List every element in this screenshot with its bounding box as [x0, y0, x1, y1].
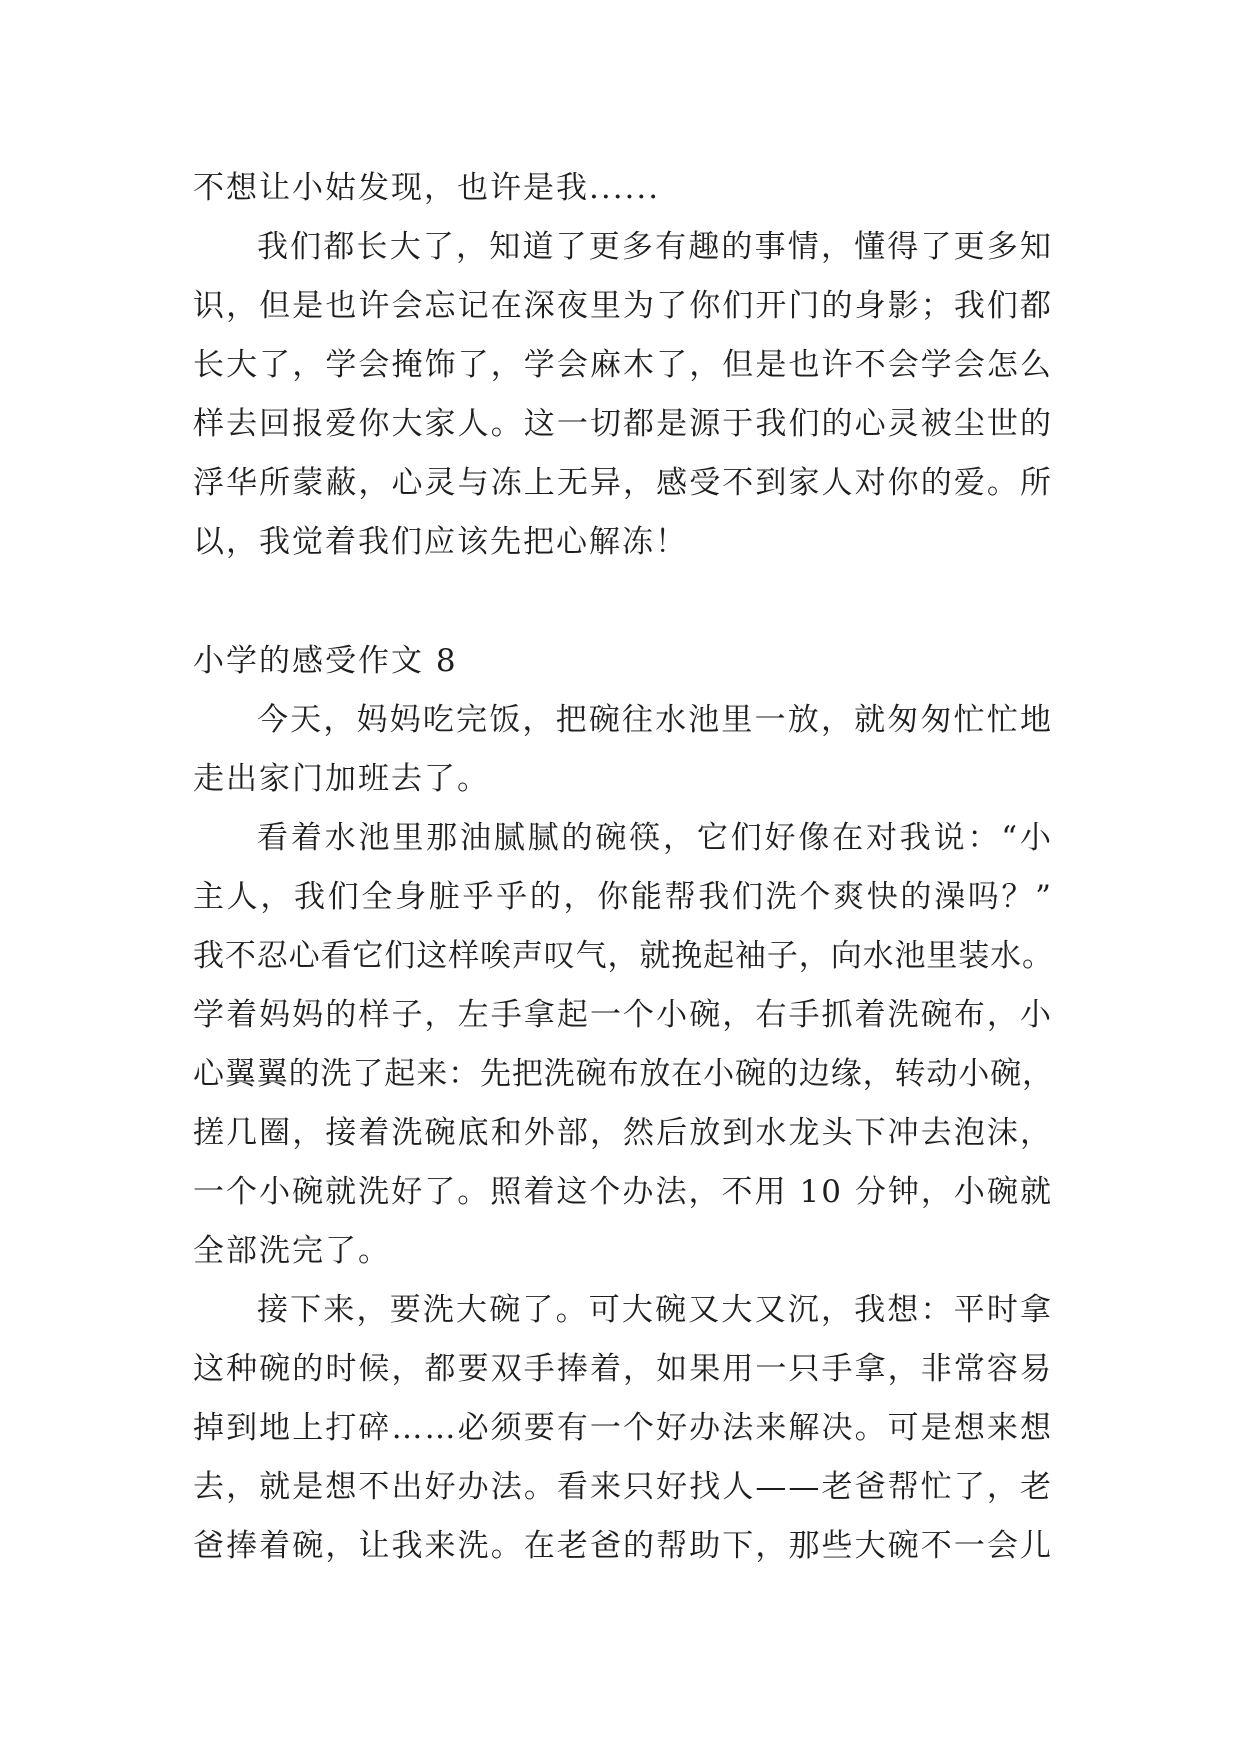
text-line: 心翼翼的洗了起来：先把洗碗布放在小碗的边缘，转动小碗， — [193, 1056, 1053, 1092]
text-line: 样去回报爱你大家人。这一切都是源于我们的心灵被尘世的 — [193, 406, 1053, 442]
text-line: 一个小碗就洗好了。照着这个办法，不用 10 分钟，小碗就 — [193, 1174, 1053, 1210]
paragraph-first-line: 接下来，要洗大碗了。可大碗又大又沉，我想：平时拿 — [257, 1292, 1053, 1328]
text-line: 长大了，学会掩饰了，学会麻木了，但是也许不会学会怎么 — [193, 347, 1053, 383]
text-line: 我不忍心看它们这样唉声叹气，就挽起袖子，向水池里装水。 — [193, 938, 1053, 974]
text-line: 以，我觉着我们应该先把心解冻！ — [193, 524, 688, 560]
text-line: 这种碗的时候，都要双手捧着，如果用一只手拿，非常容易 — [193, 1351, 1053, 1387]
paragraph-first-line: 我们都长大了，知道了更多有趣的事情，懂得了更多知 — [257, 229, 1053, 265]
text-line: 识，但是也许会忘记在深夜里为了你们开门的身影；我们都 — [193, 288, 1053, 324]
paragraph-first-line: 看着水池里那油腻腻的碗筷，它们好像在对我说：“小 — [257, 820, 1053, 856]
section-heading: 小学的感受作文 8 — [193, 643, 458, 679]
paragraph-first-line: 今天，妈妈吃完饭，把碗往水池里一放，就匆匆忙忙地 — [257, 702, 1053, 738]
text-line: 主人，我们全身脏乎乎的，你能帮我们洗个爽快的澡吗？” — [193, 879, 1053, 915]
text-line: 掉到地上打碎……必须要有一个好办法来解决。可是想来想 — [193, 1410, 1053, 1446]
text-line: 走出家门加班去了。 — [193, 761, 490, 797]
text-line: 全部洗完了。 — [193, 1233, 391, 1269]
text-line: 爸捧着碗，让我来洗。在老爸的帮助下，那些大碗不一会儿 — [193, 1528, 1053, 1564]
text-line: 浮华所蒙蔽，心灵与冻上无异，感受不到家人对你的爱。所 — [193, 465, 1053, 501]
text-line: 学着妈妈的样子，左手拿起一个小碗，右手抓着洗碗布，小 — [193, 997, 1053, 1033]
text-line: 去，就是想不出好办法。看来只好找人——老爸帮忙了，老 — [193, 1469, 1053, 1505]
text-line: 不想让小姑发现，也许是我...... — [193, 170, 661, 206]
text-line: 搓几圈，接着洗碗底和外部，然后放到水龙头下冲去泡沫， — [193, 1115, 1053, 1151]
